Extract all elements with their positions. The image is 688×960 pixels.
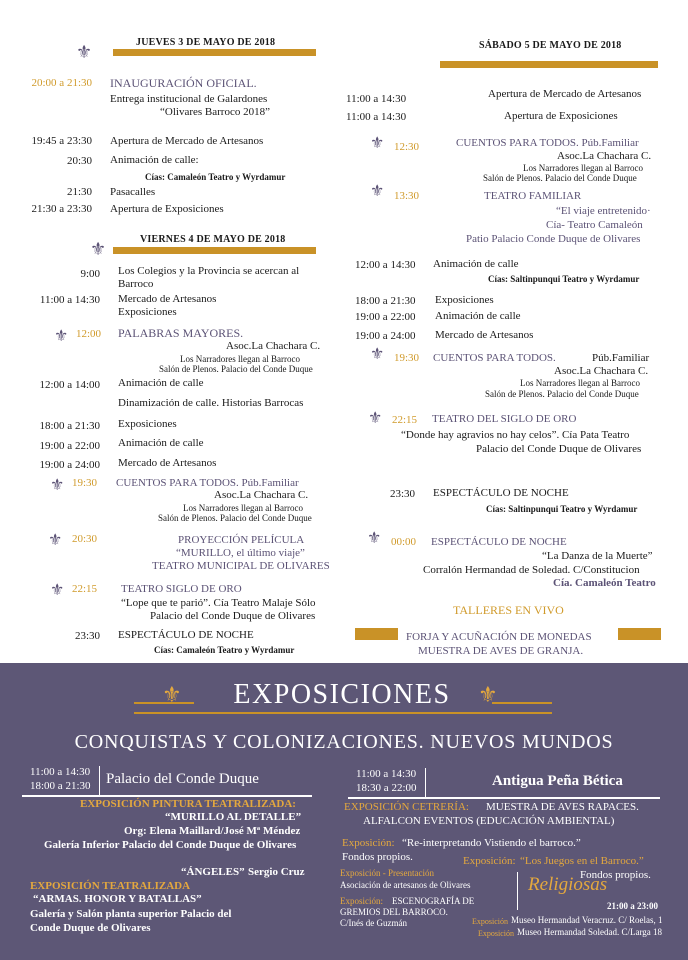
- exhibit-line: Museo Hermandad Soledad. C/Larga 18: [517, 927, 663, 937]
- exhibit-line: Galería y Salón planta superior Palacio del: [30, 908, 232, 920]
- event-line: Asoc.La Chachara C.: [554, 365, 649, 377]
- exhibit-line: Galería Inferior Palacio del Conde Duque de Olivares: [44, 839, 297, 851]
- venue-time: 11:00 a 14:30: [356, 768, 417, 780]
- event-time: 18:00 a 21:30: [355, 295, 416, 307]
- event-time: 11:00 a 14:30: [346, 111, 407, 123]
- fleur-de-lis-icon: ⚜: [478, 682, 498, 707]
- event-time: 19:30: [72, 477, 98, 489]
- event-line: “Olivares Barroco 2018”: [160, 106, 270, 118]
- event-time: 20:00 a 21:30: [31, 77, 92, 89]
- exhibit-title: “MURILLO AL DETALLE”: [165, 811, 302, 823]
- event-line: Cías: Camaleón Teatro y Wyrdamur: [145, 172, 286, 182]
- fleur-de-lis-icon: ⚜: [368, 410, 383, 427]
- event-line: “El viaje entretenido·: [556, 205, 651, 217]
- event-title: PALABRAS MAYORES.: [118, 326, 244, 340]
- exhibit-label: Exposición: [472, 917, 508, 926]
- exhibit-label: Exposición: [478, 929, 514, 938]
- event-line: Barroco: [118, 278, 154, 290]
- aves-line: MUESTRA DE AVES DE GRANJA.: [418, 645, 584, 657]
- exhibit-label: EXPOSICIÓN CETRERÍA:: [344, 801, 469, 813]
- event-line: Asoc.La Chachara C.: [226, 340, 321, 352]
- event-title: Apertura de Mercado de Artesanos: [110, 135, 264, 147]
- event-line: Asoc.La Chachara C.: [214, 489, 309, 501]
- event-time: 19:00 a 24:00: [355, 330, 416, 342]
- event-line: Los Narradores llegan al Barroco: [180, 354, 300, 364]
- exhibit-line: Asociación de artesanos de Olivares: [340, 880, 471, 890]
- venue-time: 11:00 a 14:30: [30, 766, 91, 778]
- thursday-header: JUEVES 3 DE MAYO DE 2018: [136, 37, 276, 48]
- event-line: Mercado de Artesanos: [118, 293, 217, 305]
- fleur-de-lis-icon: ⚜: [48, 532, 63, 549]
- event-title: ESPECTÁCULO DE NOCHE: [118, 629, 254, 641]
- saturday-header-stripe: [440, 61, 658, 68]
- thursday-header-stripe: [113, 49, 316, 56]
- event-line: Asoc.La Chachara C.: [557, 150, 652, 162]
- fleur-de-lis-icon: ⚜: [90, 239, 107, 259]
- event-time: 18:00 a 21:30: [39, 420, 100, 432]
- event-time: 00:00: [391, 536, 417, 548]
- fleur-de-lis-icon: ⚜: [367, 530, 382, 547]
- fleur-de-lis-icon: ⚜: [162, 682, 182, 707]
- event-line: “Lope que te parió”. Cía Teatro Malaje Sólo: [121, 597, 316, 609]
- event-time: 19:30: [394, 352, 420, 364]
- fleur-de-lis-icon: ⚜: [370, 346, 385, 363]
- exhibit-author: Sergio Cruz: [248, 866, 305, 878]
- event-time: 21:30 a 23:30: [31, 203, 92, 215]
- event-time: 20:30: [66, 155, 92, 167]
- venue-name: Palacio del Conde Duque: [106, 771, 259, 787]
- event-line: Patio Palacio Conde Duque de Olivares: [466, 233, 641, 245]
- event-line: Salón de Plenos. Palacio del Conde Duque: [159, 364, 313, 374]
- event-line: Cía- Teatro Camaleón: [546, 219, 643, 231]
- exhibitions-banner: EXPOSICIONES: [233, 679, 451, 710]
- event-time: 13:30: [394, 190, 420, 202]
- event-title: Animación de calle: [433, 258, 519, 270]
- event-time: 11:00 a 14:30: [346, 93, 407, 105]
- event-title: Pasacalles: [110, 186, 156, 198]
- event-title: INAUGURACIÓN OFICIAL.: [110, 76, 257, 90]
- event-line: Cía. Camaleón Teatro: [553, 577, 656, 589]
- religiosas-title: Religiosas: [528, 874, 608, 895]
- event-line: Palacio del Conde Duque de Olivares: [476, 443, 642, 455]
- event-time: 12:30: [394, 141, 420, 153]
- banner-underline: [134, 712, 552, 714]
- event-time: 23:30: [74, 630, 100, 642]
- talleres-heading: TALLERES EN VIVO: [453, 603, 564, 617]
- event-time: 9:00: [80, 268, 100, 280]
- fleur-de-lis-icon: ⚜: [370, 183, 385, 200]
- event-line: Cías: Saltinpunqui Teatro y Wyrdamur: [488, 274, 640, 284]
- event-line: Salón de Plenos. Palacio del Conde Duque: [485, 389, 639, 399]
- exhibit-title: MUESTRA DE AVES RAPACES.: [486, 801, 639, 813]
- exhibit-line: Museo Hermandad Veracruz. C/ Roelas, 1: [511, 915, 663, 925]
- event-line: Palacio del Conde Duque de Olivares: [150, 610, 316, 622]
- event-title: TEATRO DEL SIGLO DE ORO: [432, 413, 577, 425]
- banner-line-right: [492, 702, 552, 704]
- event-title: Mercado de Artesanos: [435, 329, 534, 341]
- exhibit-title: “ÁNGELES”: [181, 866, 245, 878]
- event-time: 12:00 a 14:00: [39, 379, 100, 391]
- event-time: 11:00 a 14:30: [39, 294, 100, 306]
- exhibit-line: Fondos propios.: [580, 869, 651, 881]
- event-title: PROYECCIÓN PELÍCULA: [178, 534, 305, 546]
- exhibit-label: EXPOSICIÓN TEATRALIZADA: [30, 880, 191, 892]
- event-title: CUENTOS PARA TODOS. Púb.Familiar: [456, 137, 639, 149]
- event-title: TEATRO FAMILIAR: [484, 190, 582, 202]
- event-line: “Donde hay agravios no hay celos”. Cía Pata Teatro: [401, 429, 630, 441]
- event-time: 19:00 a 24:00: [39, 459, 100, 471]
- event-title: Exposiciones: [435, 294, 494, 306]
- event-line: “MURILLO, el último viaje”: [176, 547, 305, 559]
- exhibit-line: C/Inés de Guzmán: [340, 918, 407, 928]
- castle-stripe-left: [355, 628, 398, 640]
- event-line: Los Narradores llegan al Barroco: [520, 378, 640, 388]
- exhibit-title: “ARMAS. HONOR Y BATALLAS”: [33, 893, 202, 905]
- exhibit-label: Exposición:: [342, 837, 395, 849]
- fleur-de-lis-icon: ⚜: [76, 42, 93, 62]
- exhibit-line: ALFALCON EVENTOS (EDUCACIÓN AMBIENTAL): [363, 815, 615, 827]
- venue-time: 18:30 a 22:00: [356, 782, 417, 794]
- exhibit-title: “Los Juegos en el Barroco.”: [520, 855, 644, 867]
- event-title: ESPECTÁCULO DE NOCHE: [433, 487, 569, 499]
- fleur-de-lis-icon: ⚜: [54, 328, 69, 345]
- event-line: Salón de Plenos. Palacio del Conde Duque: [158, 513, 312, 523]
- religiosas-bracket: [517, 872, 518, 910]
- event-line: Dinamización de calle. Historias Barrocas: [118, 397, 304, 409]
- exhibit-line: Fondos propios.: [342, 851, 413, 863]
- event-title: Exposiciones: [118, 418, 177, 430]
- exhibit-title: ESCENOGRAFÍA DE: [392, 896, 475, 906]
- event-time: 22:15: [392, 414, 418, 426]
- event-title: Animación de calle: [118, 437, 204, 449]
- event-line: TEATRO MUNICIPAL DE OLIVARES: [152, 560, 330, 572]
- event-title: CUENTOS PARA TODOS.: [433, 352, 556, 364]
- event-time: 20:30: [72, 533, 98, 545]
- venue-divider: [99, 766, 100, 796]
- castle-stripe-right: [618, 628, 661, 640]
- forja-line: FORJA Y ACUÑACIÓN DE MONEDAS: [406, 631, 592, 643]
- exhibit-line: Org: Elena Maillard/José Mª Méndez: [124, 825, 301, 837]
- exhibit-label: EXPOSICIÓN PINTURA TEATRALIZADA:: [80, 798, 296, 810]
- venue-underline: [22, 795, 312, 797]
- event-line: Cías: Saltinpunqui Teatro y Wyrdamur: [486, 504, 638, 514]
- exhibit-line: GREMIOS DEL BARROCO.: [340, 907, 448, 917]
- event-title: Animación de calle:: [110, 154, 199, 166]
- religiosas-time: 21:00 a 23:00: [607, 901, 658, 911]
- friday-header: VIERNES 4 DE MAYO DE 2018: [140, 234, 286, 245]
- event-line: “La Danza de la Muerte”: [542, 550, 653, 562]
- fleur-de-lis-icon: ⚜: [50, 582, 65, 599]
- exhibit-label: Exposición - Presentación: [340, 868, 434, 878]
- exhibitions-subtitle: CONQUISTAS Y COLONIZACIONES. NUEVOS MUNDOS: [74, 731, 614, 753]
- event-line: Salón de Plenos. Palacio del Conde Duque: [483, 173, 637, 183]
- event-line: Púb.Familiar: [592, 352, 650, 364]
- event-line: Los Narradores llegan al Barroco: [523, 163, 643, 173]
- exhibit-label: Exposición:: [463, 855, 516, 867]
- exhibit-label: Exposición:: [340, 896, 383, 906]
- event-line: Los Narradores llegan al Barroco: [183, 503, 303, 513]
- event-line: Cías: Camaleón Teatro y Wyrdamur: [154, 645, 295, 655]
- event-time: 23:30: [390, 488, 416, 500]
- event-title: Mercado de Artesanos: [118, 457, 217, 469]
- event-title: TEATRO SIGLO DE ORO: [121, 583, 242, 595]
- event-time: 21:30: [66, 186, 92, 198]
- event-title: ESPECTÁCULO DE NOCHE: [431, 536, 567, 548]
- event-time: 22:15: [72, 583, 98, 595]
- event-title: Apertura de Exposiciones: [504, 110, 618, 122]
- venue-name: Antigua Peña Bética: [492, 773, 623, 789]
- event-line: Animación de calle: [118, 377, 204, 389]
- venue-underline: [348, 797, 660, 799]
- venue-time: 18:00 a 21:30: [30, 780, 91, 792]
- event-line: Exposiciones: [118, 306, 177, 318]
- event-title: Apertura de Mercado de Artesanos: [488, 88, 642, 100]
- event-title: Animación de calle: [435, 310, 521, 322]
- fleur-de-lis-icon: ⚜: [50, 477, 65, 494]
- saturday-header: SÁBADO 5 DE MAYO DE 2018: [479, 40, 622, 51]
- event-line: Corralón Hermandad de Soledad. C/Constitucion: [423, 564, 640, 576]
- event-line: Los Colegios y la Provincia se acercan al: [118, 265, 300, 277]
- fleur-de-lis-icon: ⚜: [370, 135, 385, 152]
- event-line: Entrega institucional de Galardones: [110, 93, 268, 105]
- venue-divider: [425, 768, 426, 798]
- exhibit-title: “Re-interpretando Vistiendo el barroco.”: [402, 837, 581, 849]
- event-time: 19:45 a 23:30: [31, 135, 92, 147]
- event-time: 12:00: [76, 328, 102, 340]
- event-time: 19:00 a 22:00: [39, 440, 100, 452]
- exhibit-line: Conde Duque de Olivares: [30, 922, 151, 934]
- event-time: 19:00 a 22:00: [355, 311, 416, 323]
- event-time: 12:00 a 14:30: [355, 259, 416, 271]
- event-title: CUENTOS PARA TODOS. Púb.Familiar: [116, 477, 299, 489]
- friday-header-stripe: [113, 247, 316, 254]
- event-title: Apertura de Exposiciones: [110, 203, 224, 215]
